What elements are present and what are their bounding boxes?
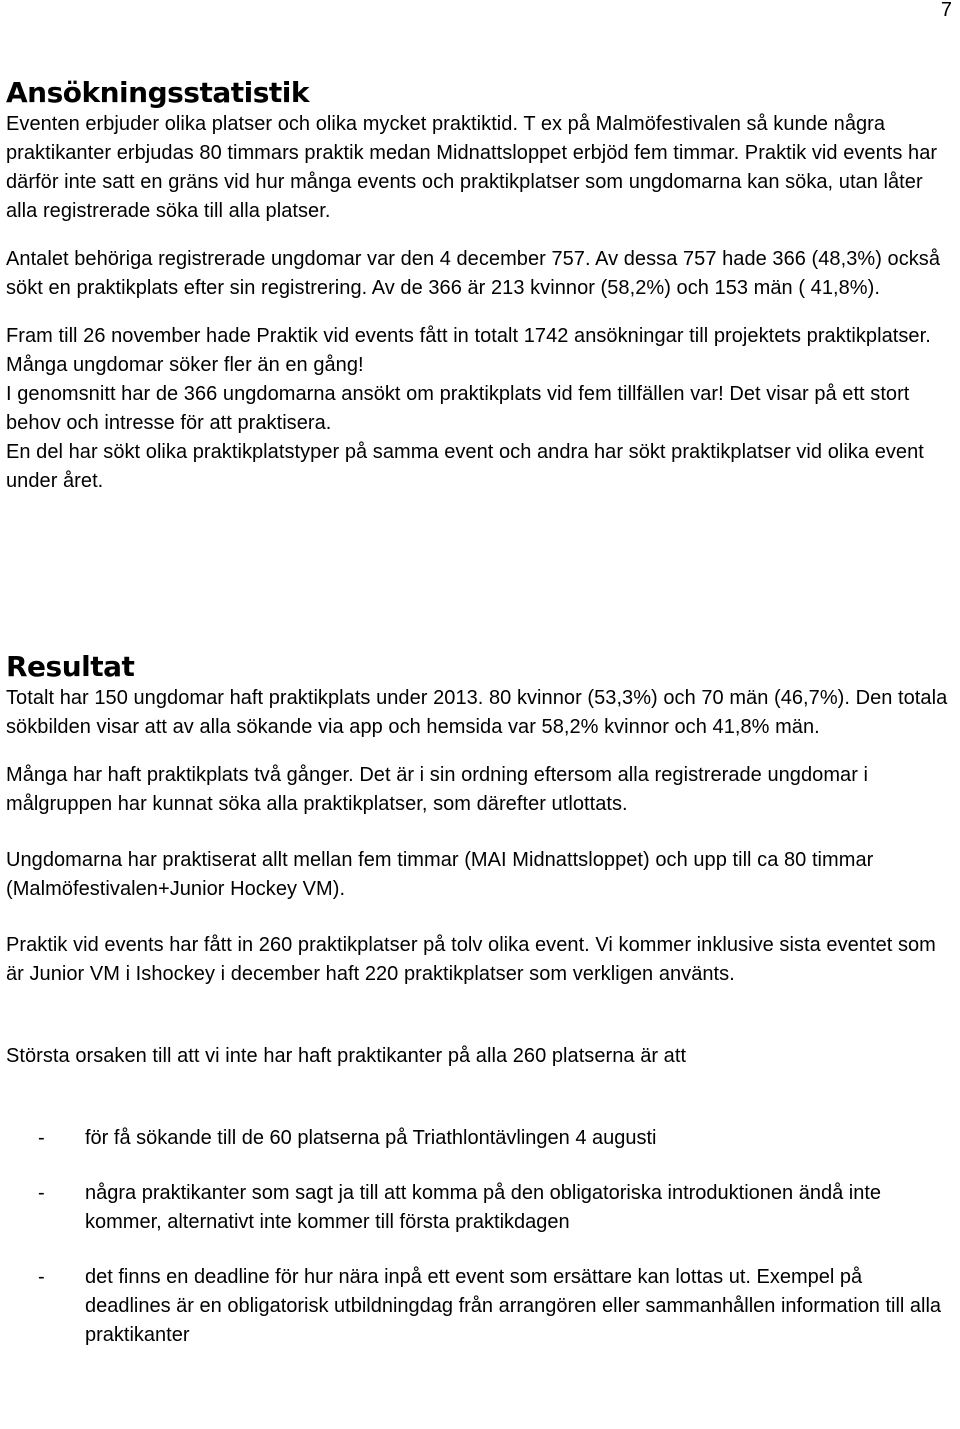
bullet-dash: -	[38, 1182, 45, 1204]
page-number: 7	[940, 0, 952, 21]
list-item-text: det finns en deadline för hur nära inpå ett event som ersättare kan lottas ut. Exempel på deadlines är en obligatorisk utbildningdag från arrangören eller sammanhållen information till alla praktikanter	[85, 1266, 942, 1346]
paragraph-applications: Fram till 26 november hade Praktik vid events fått in totalt 1742 ansökningar till projektets praktikplatser. Många ungdomar söker fler än en gång!	[6, 325, 931, 376]
bullet-dash: -	[38, 1266, 45, 1288]
paragraph-intro: Eventen erbjuder olika platser och olika mycket praktiktid. T ex på Malmöfestivalen så kunde några praktikanter erbjudas 80 timmars praktik medan Midnattsloppet erbjöd fem timmar. Praktik vid events har därför inte satt en gräns vid hur många events och praktikplatser som ungdomarna kan söka, utan låter alla registrerade söka till alla platser.	[6, 113, 938, 222]
section-heading: Resultat	[6, 650, 135, 683]
paragraph-placements: Praktik vid events har fått in 260 praktikplatser på tolv olika event. Vi kommer inklusive sista eventet som är Junior VM i Ishockey i december haft 220 praktikplatser som verkligen använts.	[6, 934, 936, 985]
paragraph-average: I genomsnitt har de 366 ungdomarna ansökt om praktikplats vid fem tillfällen var! Det visar på ett stort behov och intresse för att praktisera.	[6, 383, 910, 434]
list-item-text: några praktikanter som sagt ja till att komma på den obligatoriska introduktionen ändå inte kommer, alternativt inte kommer till första praktikdagen	[85, 1182, 882, 1233]
bullet-dash: -	[38, 1127, 45, 1149]
section-results	[6, 650, 951, 1350]
list-item	[6, 1179, 951, 1237]
list-item	[6, 1263, 951, 1350]
paragraph-hours: Ungdomarna har praktiserat allt mellan fem timmar (MAI Midnattsloppet) och upp till ca 80 timmar (Malmöfestivalen+Junior Hockey VM).	[6, 849, 874, 900]
paragraph-types: En del har sökt olika praktikplatstyper på samma event och andra har sökt praktikplatser vid olika event under året.	[6, 441, 924, 492]
list-item	[6, 1124, 951, 1153]
list-item-text: för få sökande till de 60 platserna på Triathlontävlingen 4 augusti	[85, 1127, 657, 1149]
section-heading: Ansökningsstatistik	[6, 76, 309, 109]
paragraph-registered: Antalet behöriga registrerade ungdomar var den 4 december 757. Av dessa 757 hade 366 (48,3%) också sökt en praktikplats efter sin registrering. Av de 366 är 213 kvinnor (58,2%) och 153 män ( 41,8%).	[6, 248, 941, 299]
paragraph-total: Totalt har 150 ungdomar haft praktikplats under 2013. 80 kvinnor (53,3%) och 70 män (46,7%). Den totala sökbilden visar att av alla sökande via app och hemsida var 58,2% kvinnor och 41,8% män.	[6, 687, 948, 738]
paragraph-twice: Många har haft praktikplats två gånger. Det är i sin ordning eftersom alla registrerade ungdomar i målgruppen har kunnat söka alla praktikplatser, som därefter utlottats.	[6, 764, 869, 815]
section-application-statistics	[6, 76, 951, 496]
paragraph-reason: Största orsaken till att vi inte har haft praktikanter på alla 260 platserna är att	[6, 1045, 687, 1067]
reason-list	[6, 1124, 951, 1350]
